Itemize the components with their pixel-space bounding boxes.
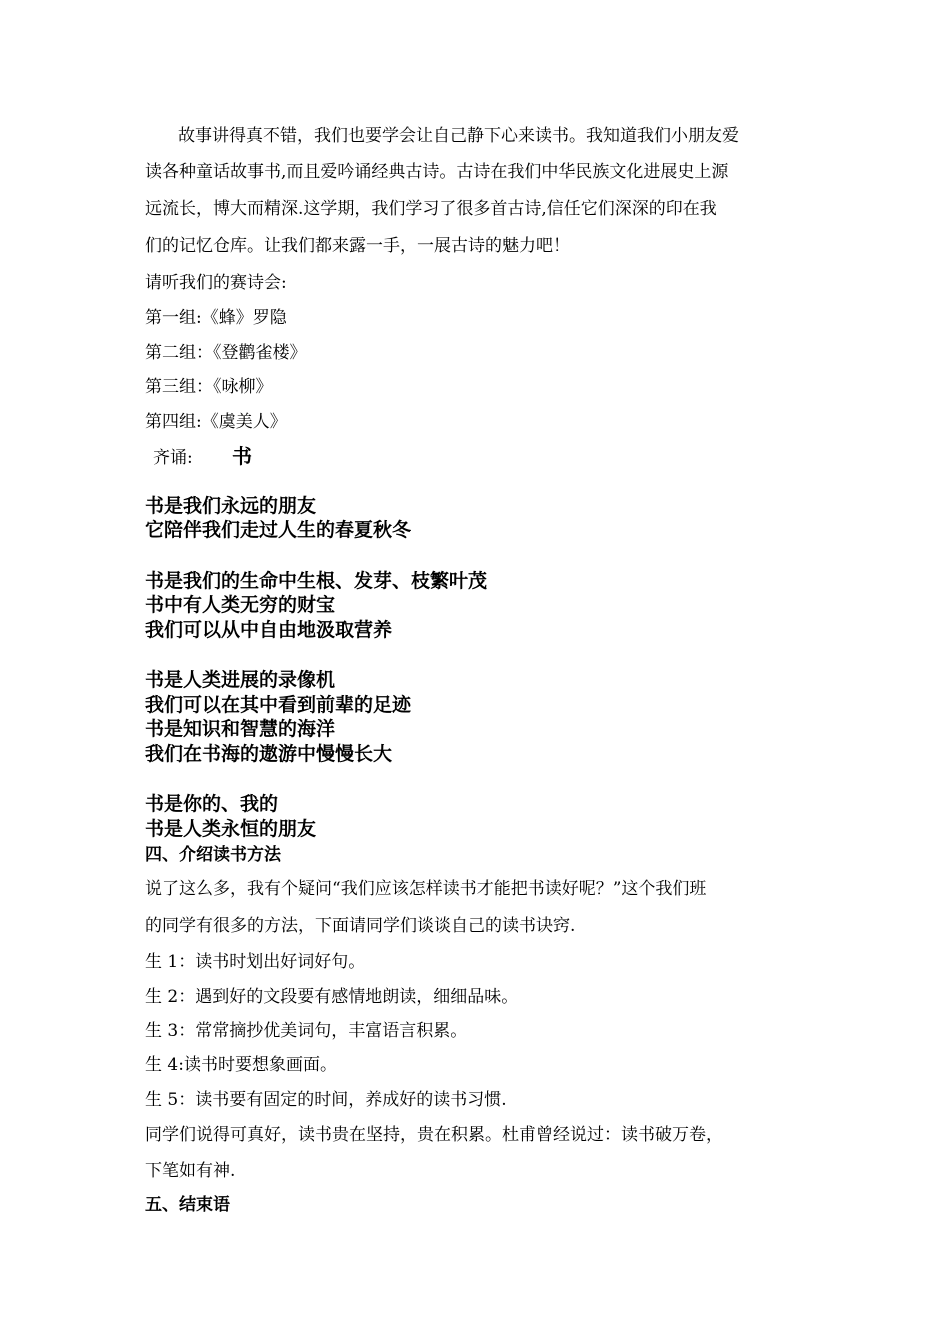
group-1: 第一组:《蜂》罗隐	[145, 308, 287, 328]
intro-line-3: 远流长，博大而精深.这学期，我们学习了很多首古诗,信任它们深深的印在我	[145, 199, 717, 219]
student-answer: 生 1：读书时划出好词好句。	[145, 952, 366, 972]
poem-line: 书是我们的生命中生根、发芽、枝繁叶茂	[145, 570, 488, 592]
group-2: 第二组：《登鹳雀楼》	[145, 343, 307, 363]
group-4: 第四组:《虞美人》	[145, 412, 287, 432]
poem-line: 我们可以在其中看到前辈的足迹	[145, 694, 412, 716]
intro-line-2: 读各种童话故事书,而且爱吟诵经典古诗。古诗在我们中华民族文化进展史上源	[145, 162, 729, 182]
poem-line: 书是我们永远的朋友	[145, 495, 317, 517]
poem-line: 书是人类进展的录像机	[145, 669, 336, 691]
poem-line: 书中有人类无穷的财宝	[145, 594, 336, 616]
section-5-heading: 五、结束语	[145, 1195, 230, 1215]
poem-line: 我们在书海的遨游中慢慢长大	[145, 743, 393, 765]
summary-line-1: 同学们说得可真好，读书贵在坚持，贵在积累。杜甫曾经说过：读书破万卷，	[145, 1125, 723, 1145]
group-3: 第三组：《咏柳》	[145, 377, 273, 397]
student-answer: 生 3：常常摘抄优美词句，丰富语言积累。	[145, 1021, 468, 1041]
poem-title: 书	[232, 444, 252, 468]
chorus-label: 齐诵:	[153, 448, 193, 468]
intro-line-4: 们的记忆仓库。让我们都来露一手，一展古诗的魅力吧！	[145, 236, 570, 256]
section-4-intro-line-1: 说了这么多，我有个疑问“我们应该怎样读书才能把书读好呢？”这个我们班	[145, 879, 707, 899]
poem-line: 书是知识和智慧的海洋	[145, 718, 336, 740]
poem-line: 书是人类永恒的朋友	[145, 818, 317, 840]
contest-intro: 请听我们的赛诗会:	[145, 273, 287, 293]
student-answer: 生 2：遇到好的文段要有感情地朗读，细细品味。	[145, 987, 519, 1007]
student-answer: 生 4:读书时要想象画面。	[145, 1055, 337, 1075]
poem-line: 它陪伴我们走过人生的春夏秋冬	[145, 519, 412, 541]
section-4-intro-line-2: 的同学有很多的方法，下面请同学们谈谈自己的读书诀窍.	[145, 916, 576, 936]
poem-line: 我们可以从中自由地汲取营养	[145, 619, 393, 641]
poem-line: 书是你的、我的	[145, 793, 279, 815]
summary-line-2: 下笔如有神.	[145, 1161, 236, 1181]
intro-line-1: 故事讲得真不错，我们也要学会让自己静下心来读书。我知道我们小朋友爱	[178, 126, 739, 146]
section-4-heading: 四、介绍读书方法	[145, 845, 281, 865]
student-answer: 生 5：读书要有固定的时间，养成好的读书习惯.	[145, 1090, 507, 1110]
